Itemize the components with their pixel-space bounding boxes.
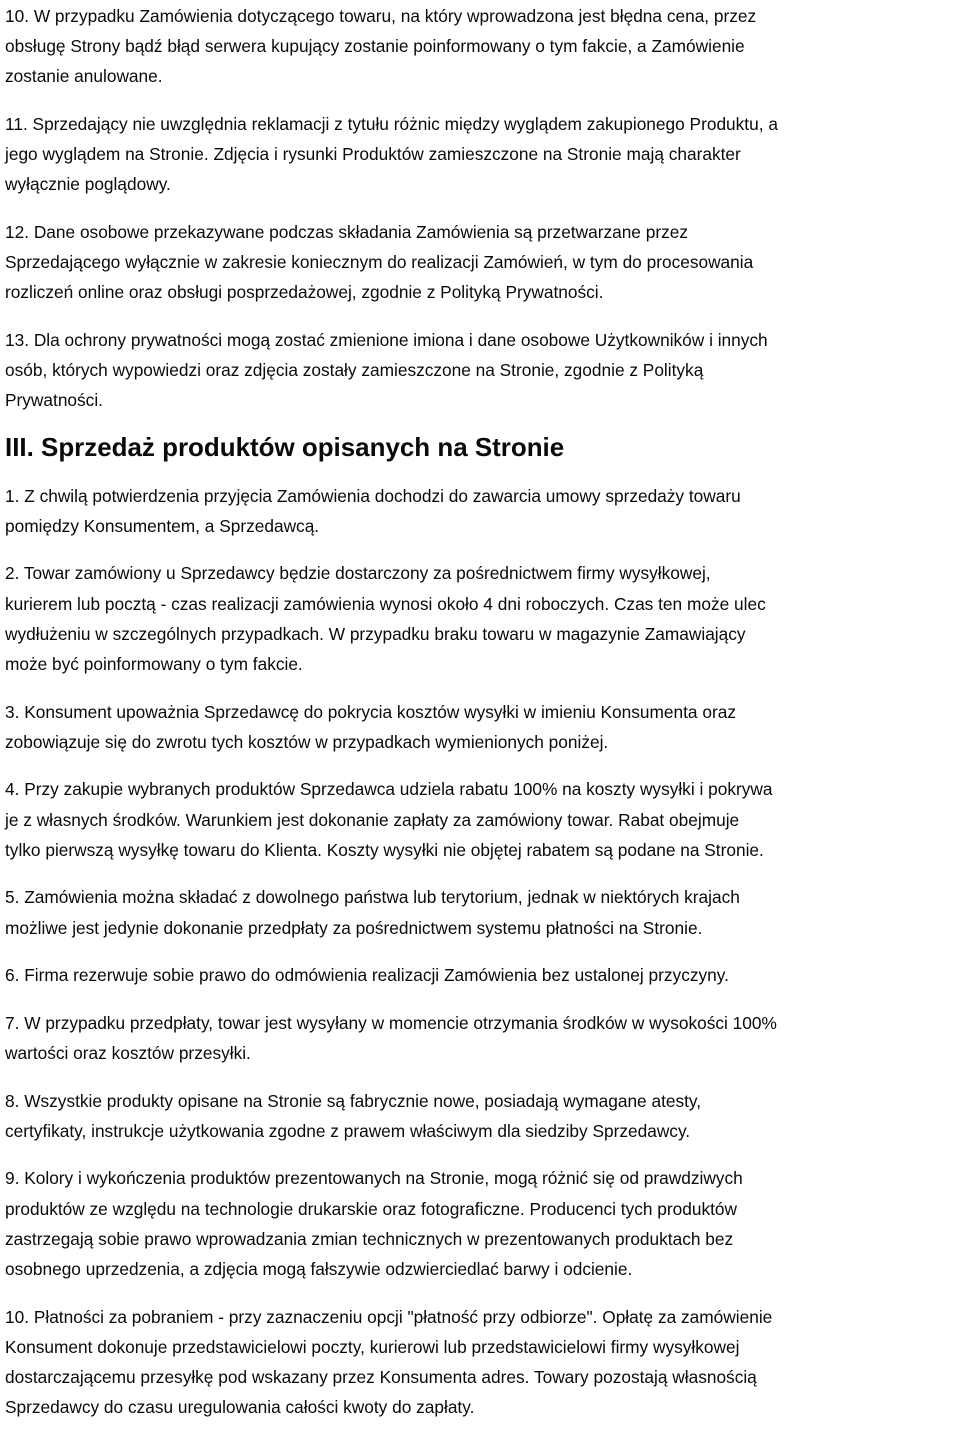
section-item-3: 3. Konsument upoważnia Sprzedawcę do pokrycia kosztów wysyłki w imieniu Konsumenta oraz zobowiązuje się do zwrotu tych kosztów w przypadkach wymienionych poniżej. <box>5 701 736 752</box>
section-item-1: 1. Z chwilą potwierdzenia przyjęcia Zamówienia dochodzi do zawarcia umowy sprzedaży towaru pomiędzy Konsumentem, a Sprzedawcą. <box>5 485 741 536</box>
section-item-4: 4. Przy zakupie wybranych produktów Sprzedawca udziela rabatu 100% na koszty wysyłki i pokrywa je z własnych środków. Warunkiem jest dokonanie zapłaty za zamówiony towar. Rabat obejmuje tylko pierwszą wysyłkę towaru do Klienta. Koszty wysyłki nie objętej rabatem są podane na Stronie. <box>5 779 773 860</box>
section-item-7: 7. W przypadku przedpłaty, towar jest wysyłany w momencie otrzymania środków w wysokości 100% wartości oraz kosztów przesyłki. <box>5 1012 777 1063</box>
section-item-10: 10. Płatności za pobraniem - przy zaznaczeniu opcji "płatność przy odbiorze". Opłatę za zamówienie Konsument dokonuje przedstawicielowi poczty, kurierowi lub przedstawicielowi firmy wysyłkowej dostarczającemu przesyłkę pod wskazany przez Konsumenta adres. Towary pozostają własnością Sprzedawcy do czasu uregulowania całości kwoty do zapłaty. <box>5 1306 773 1418</box>
section-item-5: 5. Zamówienia można składać z dowolnego państwa lub terytorium, jednak w niektórych krajach możliwe jest jedynie dokonanie przedpłaty za pośrednictwem systemu płatności na Stronie. <box>5 887 740 938</box>
paragraph-item-11: 11. Sprzedający nie uwzględnia reklamacji z tytułu różnic między wyglądem zakupionego Produktu, a jego wyglądem na Stronie. Zdjęcia i rysunki Produktów zamieszczone na Stronie mają charakter wyłącznie poglądowy. <box>5 114 778 195</box>
section-item-6: 6. Firma rezerwuje sobie prawo do odmówienia realizacji Zamówienia bez ustalonej przyczyny. <box>5 965 729 986</box>
paragraph-item-10: 10. W przypadku Zamówienia dotyczącego towaru, na który wprowadzona jest błędna cena, przez obsługę Strony bądź błąd serwera kupujący zostanie poinformowany o tym fakcie, a Zamówienie zostanie anulowane. <box>5 6 757 87</box>
paragraph-item-12: 12. Dane osobowe przekazywane podczas składania Zamówienia są przetwarzane przez Sprzedającego wyłącznie w zakresie koniecznym do realizacji Zamówień, w tym do procesowania rozliczeń online oraz obsługi posprzedażowej, zgodnie z Polityką Prywatności. <box>5 222 754 303</box>
paragraph-item-13: 13. Dla ochrony prywatności mogą zostać zmienione imiona i dane osobowe Użytkowników i innych osób, których wypowiedzi oraz zdjęcia zostały zamieszczone na Stronie, zgodnie z Polityką Prywatności. <box>5 330 768 411</box>
section-item-2: 2. Towar zamówiony u Sprzedawcy będzie dostarczony za pośrednictwem firmy wysyłkowej, kurierem lub pocztą - czas realizacji zamówienia wynosi około 4 dni roboczych. Czas ten może ulec wydłużeniu w szczególnych przypadkach. W przypadku braku towaru w magazynie Zamawiający może być poinformowany o tym fakcie. <box>5 563 766 674</box>
section-heading: III. Sprzedaż produktów opisanych na Stronie <box>5 434 565 462</box>
section-item-9: 9. Kolory i wykończenia produktów prezentowanych na Stronie, mogą różnić się od prawdziwych produktów ze względu na technologie drukarskie oraz fotograficzne. Producenci tych produktów zastrzegają sobie prawo wprowadzania zmian technicznych w prezentowanych produktach bez osobnego uprzedzenia, a zdjęcia mogą fałszywie odzwierciedlać barwy i odcienie. <box>5 1168 743 1279</box>
section-item-8: 8. Wszystkie produkty opisane na Stronie są fabrycznie nowe, posiadają wymagane atesty, certyfikaty, instrukcje użytkowania zgodne z prawem właściwym dla siedziby Sprzedawcy. <box>5 1090 702 1141</box>
